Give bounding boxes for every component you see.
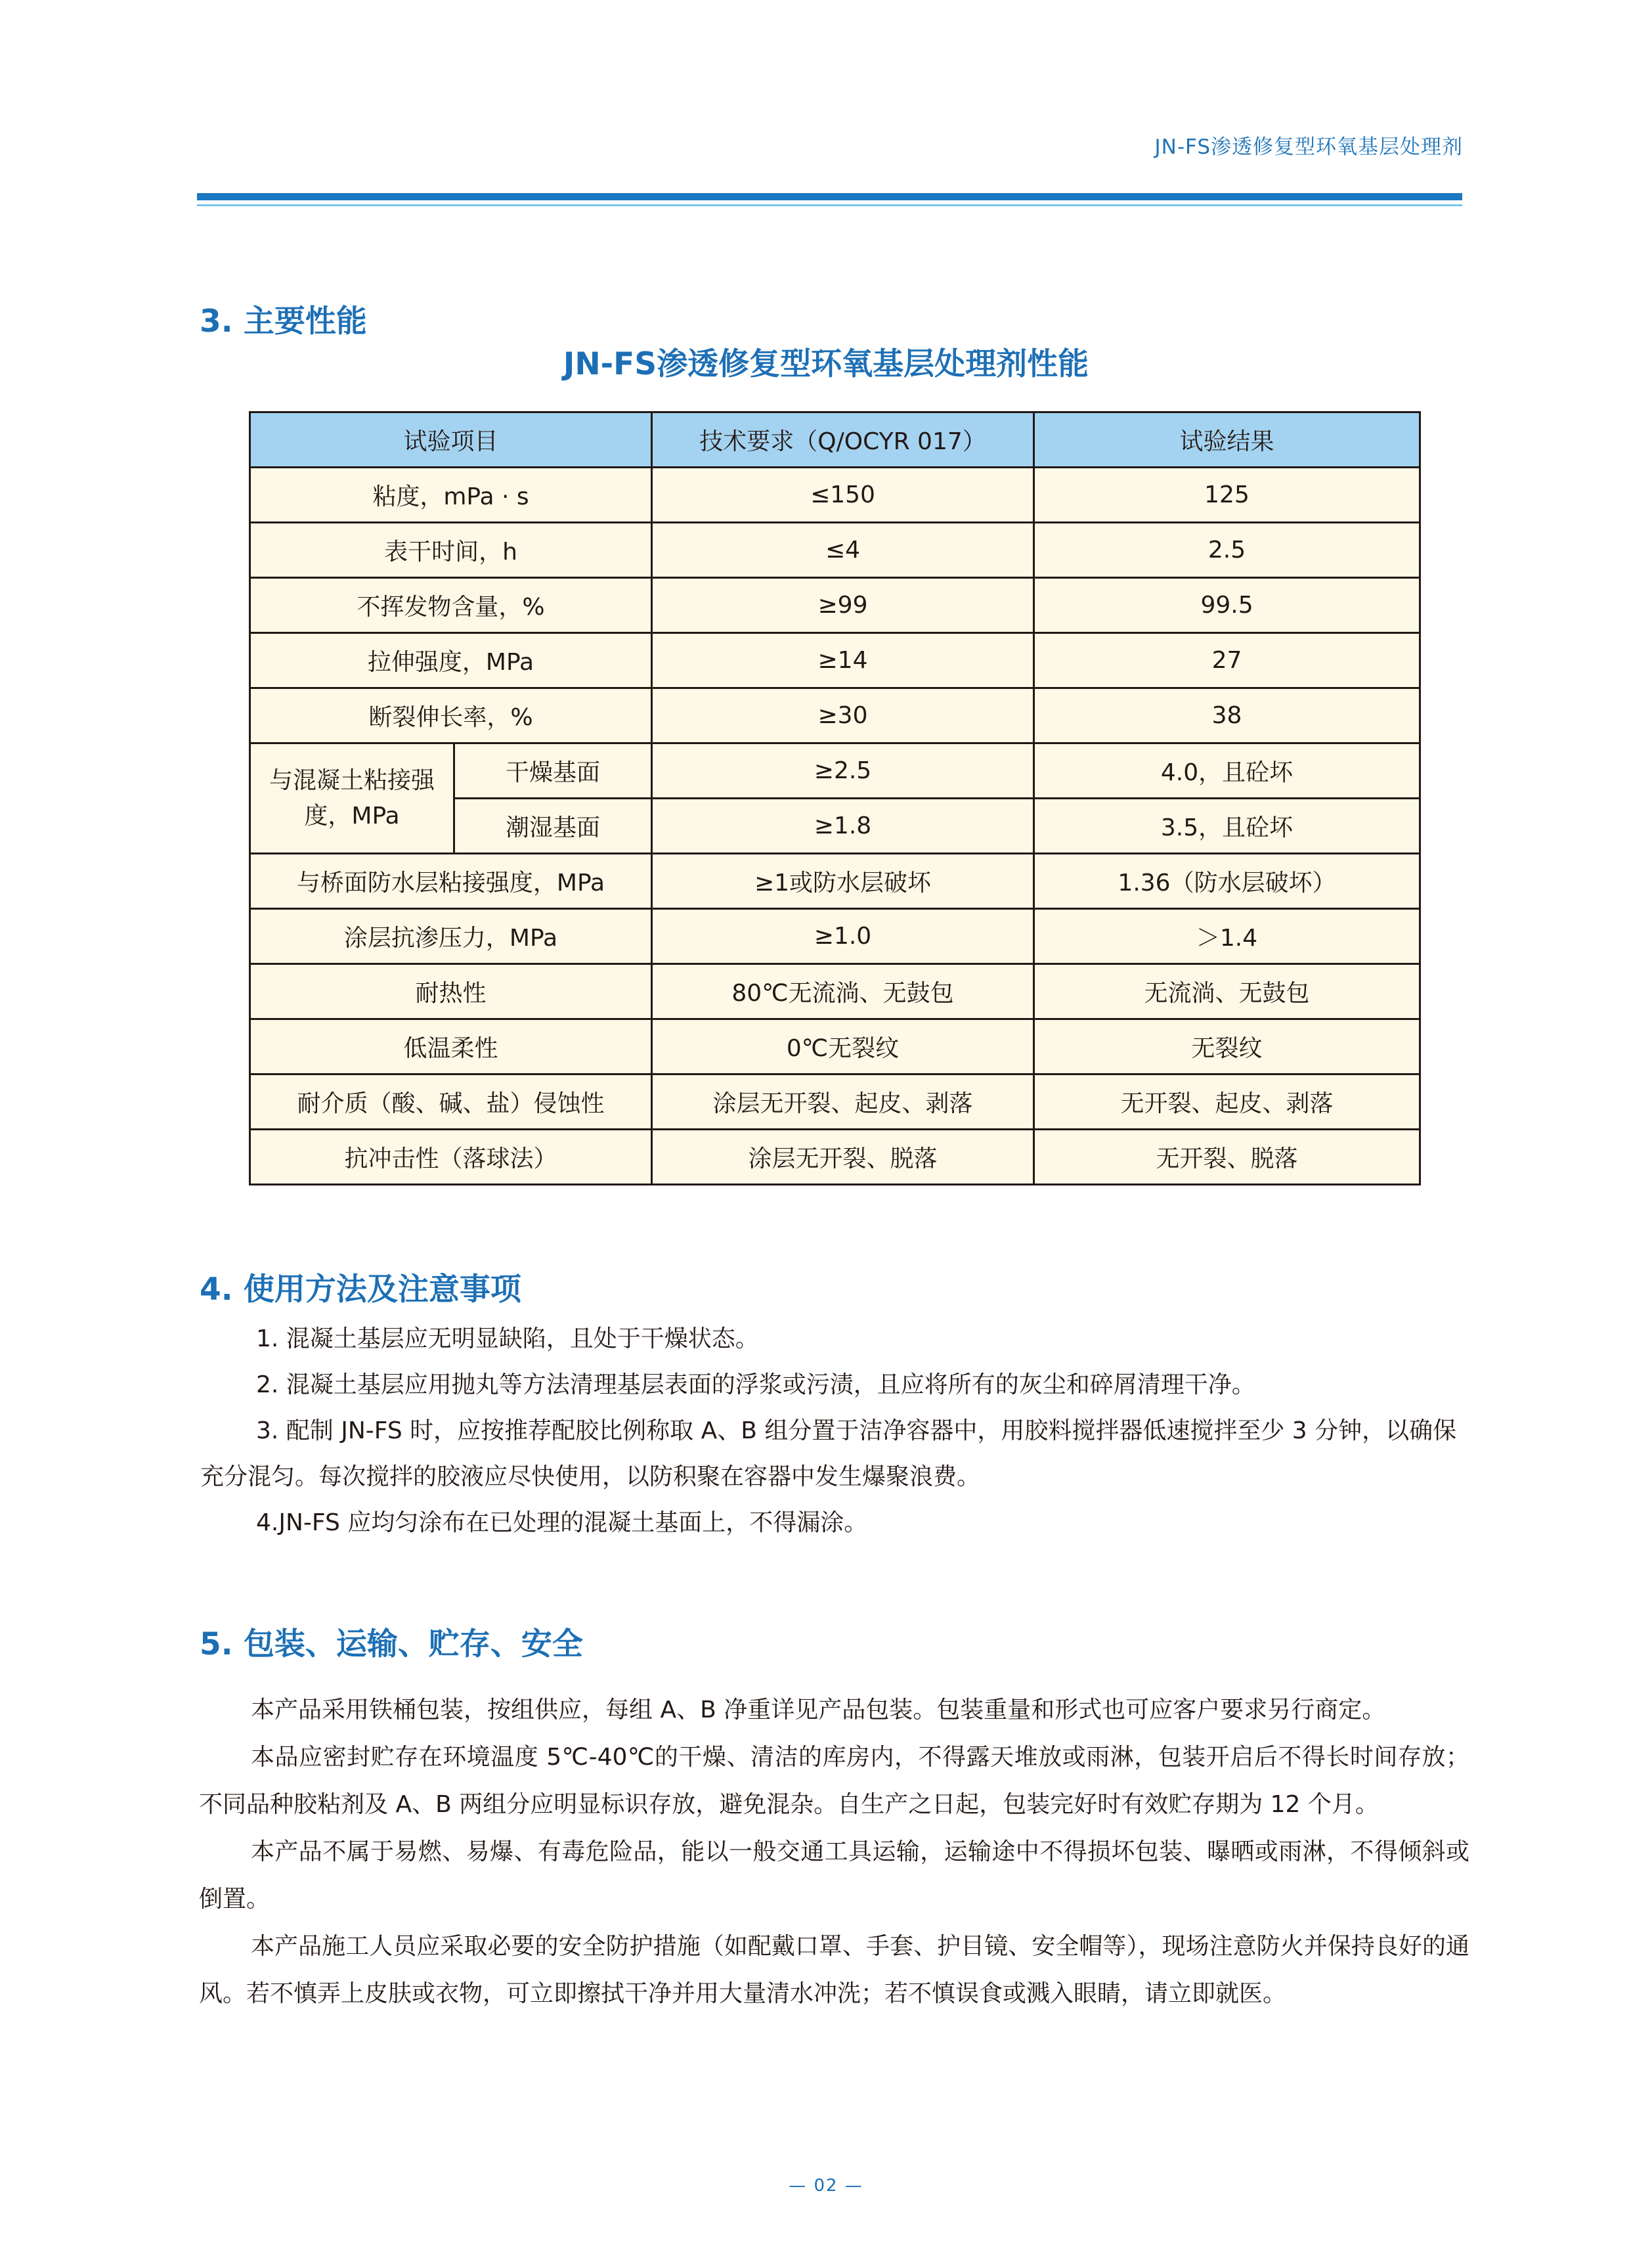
table-row [250, 633, 1420, 688]
usage-step: 3. 配制 JN-FS 时，应按推荐配胶比例称取 A、B 组分置于洁净容器中，用胶料搅拌器低速搅拌至少 3 分钟，以确保充分混匀。每次搅拌的胶液应尽快使用，以防积聚在容器中发生爆聚浪费。 [200, 1417, 1457, 1490]
header-rule-thin [197, 204, 1462, 206]
section-heading-usage: 4. 使用方法及注意事项 [200, 1272, 521, 1308]
packaging-paragraph: 本产品采用铁桶包装，按组供应，每组 A、B 净重详见产品包装。包装重量和形式也可应客户要求另行商定。 [251, 1696, 1386, 1723]
page-number: — 02 — [789, 2176, 863, 2196]
cell-requirement: ≥30 [652, 688, 1034, 743]
cell-requirement: ≥1或防水层破坏 [652, 854, 1034, 909]
cell-requirement: 涂层无开裂、起皮、剥落 [652, 1074, 1034, 1130]
cell-result: 无开裂、脱落 [1034, 1130, 1420, 1185]
cell-result: 无裂纹 [1034, 1019, 1420, 1074]
cell-item: 耐介质（酸、碱、盐）侵蚀性 [250, 1074, 652, 1130]
header-cell-item: 试验项目 [250, 412, 652, 468]
table-row [250, 468, 1420, 523]
cell-requirement: 0℃无裂纹 [652, 1019, 1034, 1074]
cell-condition: 潮湿基面 [454, 799, 652, 854]
cell-requirement: ≥2.5 [652, 743, 1034, 799]
cell-result: ＞1.4 [1034, 909, 1420, 964]
usage-steps [200, 1316, 1467, 1546]
cell-result: 99.5 [1034, 578, 1420, 633]
header-cell-requirement: 技术要求（Q/OCYR 017） [652, 412, 1034, 468]
cell-item: 低温柔性 [250, 1019, 652, 1074]
cell-result: 1.36（防水层破坏） [1034, 854, 1420, 909]
packaging-text [199, 1687, 1469, 2018]
cell-requirement: ≥1.8 [652, 799, 1034, 854]
table-caption: JN-FS渗透修复型环氧基层处理剂性能 [563, 346, 1089, 382]
table-row [250, 854, 1420, 909]
cell-item: 断裂伸长率，% [250, 688, 652, 743]
cell-item: 粘度，mPa · s [250, 468, 652, 523]
table-row [250, 1019, 1420, 1074]
cell-requirement: 涂层无开裂、脱落 [652, 1130, 1034, 1185]
cell-result: 38 [1034, 688, 1420, 743]
table-row [250, 578, 1420, 633]
packaging-paragraph: 本产品不属于易燃、易爆、有毒危险品，能以一般交通工具运输，运输途中不得损坏包装、曝晒或雨淋，不得倾斜或倒置。 [199, 1838, 1469, 1913]
cell-requirement: ≥14 [652, 633, 1034, 688]
usage-step: 4.JN-FS 应均匀涂布在已处理的混凝土基面上，不得漏涂。 [256, 1509, 868, 1536]
header-title: JN-FS渗透修复型环氧基层处理剂 [1154, 135, 1463, 159]
table-row [250, 964, 1420, 1019]
cell-requirement: ≥1.0 [652, 909, 1034, 964]
usage-step: 2. 混凝土基层应用抛丸等方法清理基层表面的浮浆或污渍，且应将所有的灰尘和碎屑清理干净。 [256, 1371, 1255, 1398]
cell-item-bond: 与混凝土粘接强度，MPa [250, 743, 454, 854]
table-row [250, 743, 1420, 799]
cell-result: 4.0，且砼坏 [1034, 743, 1420, 799]
cell-result: 无流淌、无鼓包 [1034, 964, 1420, 1019]
cell-item: 耐热性 [250, 964, 652, 1019]
table-header-row [250, 412, 1420, 468]
cell-requirement: ≥99 [652, 578, 1034, 633]
table-row [250, 1130, 1420, 1185]
table-row [250, 1074, 1420, 1130]
header-rule [197, 193, 1462, 200]
cell-item: 拉伸强度，MPa [250, 633, 652, 688]
section-heading-performance: 3. 主要性能 [200, 303, 367, 340]
usage-step: 1. 混凝土基层应无明显缺陷，且处于干燥状态。 [256, 1325, 759, 1352]
table-row [250, 909, 1420, 964]
cell-result: 2.5 [1034, 523, 1420, 578]
cell-requirement: ≤150 [652, 468, 1034, 523]
cell-item: 与桥面防水层粘接强度，MPa [250, 854, 652, 909]
packaging-paragraph: 本产品施工人员应采取必要的安全防护措施（如配戴口罩、手套、护目镜、安全帽等），现场注意防火并保持良好的通风。若不慎弄上皮肤或衣物，可立即擦拭干净并用大量清水冲洗；若不慎误食或溅入眼睛，请立即就医。 [199, 1933, 1469, 2007]
performance-table [249, 411, 1421, 1185]
cell-item: 不挥发物含量，% [250, 578, 652, 633]
cell-result: 3.5，且砼坏 [1034, 799, 1420, 854]
cell-result: 27 [1034, 633, 1420, 688]
cell-result: 125 [1034, 468, 1420, 523]
table-row [250, 688, 1420, 743]
cell-requirement: ≤4 [652, 523, 1034, 578]
cell-condition: 干燥基面 [454, 743, 652, 799]
table-row [250, 523, 1420, 578]
section-heading-packaging: 5. 包装、运输、贮存、安全 [200, 1626, 583, 1662]
header-cell-result: 试验结果 [1034, 412, 1420, 468]
cell-item: 表干时间，h [250, 523, 652, 578]
packaging-paragraph: 本品应密封贮存在环境温度 5℃-40℃的干燥、清洁的库房内，不得露天堆放或雨淋，包装开启后不得长时间存放；不同品种胶粘剂及 A、B 两组分应明显标识存放，避免混杂。自生产之日起，包装完好时有效贮存期为 12 个月。 [199, 1744, 1469, 1818]
cell-result: 无开裂、起皮、剥落 [1034, 1074, 1420, 1130]
cell-requirement: 80℃无流淌、无鼓包 [652, 964, 1034, 1019]
cell-item: 涂层抗渗压力，MPa [250, 909, 652, 964]
cell-item: 抗冲击性（落球法） [250, 1130, 652, 1185]
